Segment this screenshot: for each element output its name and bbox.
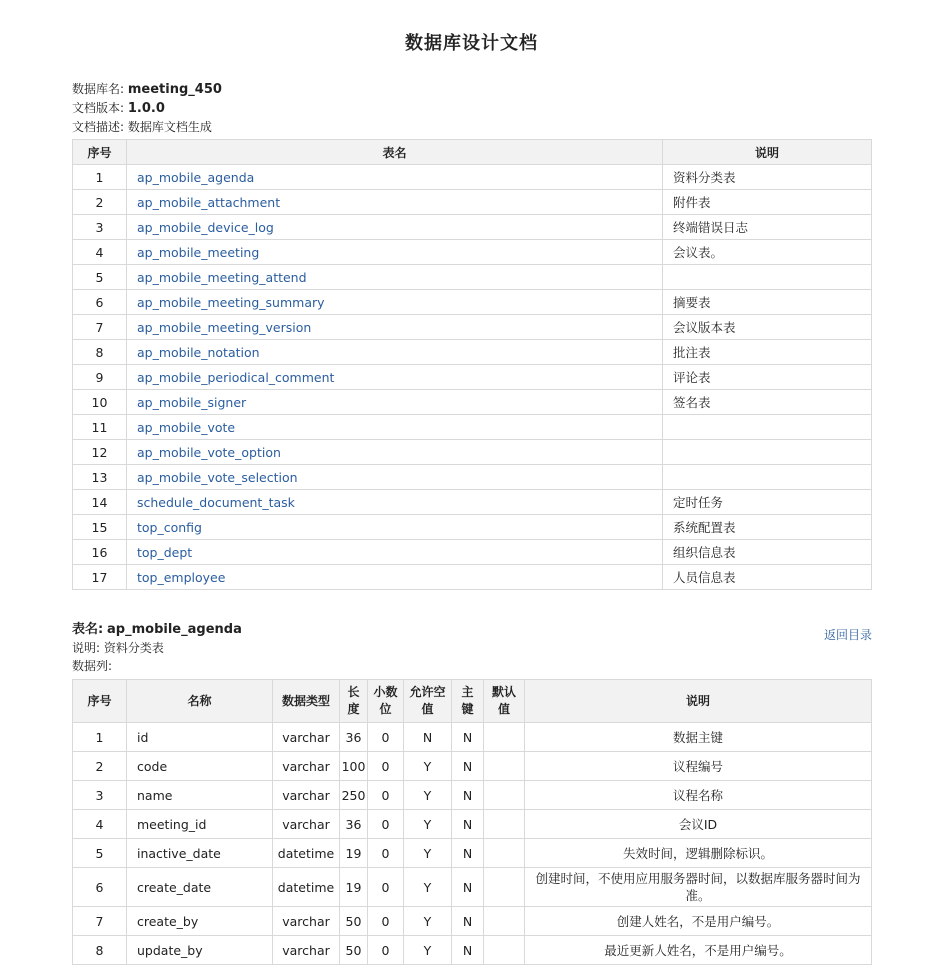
col-decimal: 0 <box>368 723 404 752</box>
col-primary-key: N <box>452 810 484 839</box>
toc-table-link[interactable]: ap_mobile_meeting_summary <box>137 294 325 310</box>
col-header-name: 名称 <box>127 680 273 723</box>
back-to-toc-link[interactable]: 返回目录 <box>823 628 872 642</box>
col-name: update_by <box>127 936 273 965</box>
meta-desc-line <box>72 118 222 136</box>
toc-row-desc: 定时任务 <box>663 490 872 515</box>
toc-row <box>73 515 872 540</box>
toc-row-name-cell <box>127 190 663 215</box>
col-desc: 数据主键 <box>525 723 872 752</box>
toc-row-no: 1 <box>73 165 127 190</box>
toc-row-desc <box>663 440 872 465</box>
col-no: 6 <box>73 868 127 907</box>
toc-row-no: 8 <box>73 340 127 365</box>
toc-row-desc: 评论表 <box>663 365 872 390</box>
toc-row-no: 2 <box>73 190 127 215</box>
toc-row <box>73 440 872 465</box>
col-decimal: 0 <box>368 936 404 965</box>
col-nullable: Y <box>404 936 452 965</box>
col-header-default-2: 值 <box>497 702 510 716</box>
col-header-decimal-1: 小数 <box>373 685 398 699</box>
toc-row-no: 11 <box>73 415 127 440</box>
toc-row <box>73 290 872 315</box>
toc-row <box>73 190 872 215</box>
col-type: varchar <box>273 810 340 839</box>
col-length: 36 <box>340 723 368 752</box>
table-section-header <box>72 620 242 675</box>
col-header-no: 序号 <box>73 680 127 723</box>
toc-row-desc: 终端错误日志 <box>663 215 872 240</box>
col-no: 3 <box>73 781 127 810</box>
toc-row <box>73 265 872 290</box>
section-table-name-line <box>72 620 242 639</box>
col-type: varchar <box>273 907 340 936</box>
col-type: datetime <box>273 868 340 907</box>
toc-row-desc: 会议版本表 <box>663 315 872 340</box>
toc-row-name-cell <box>127 340 663 365</box>
col-name: create_date <box>127 868 273 907</box>
toc-row-name-cell <box>127 440 663 465</box>
toc-row-desc: 签名表 <box>663 390 872 415</box>
col-header-length-2: 度 <box>347 702 360 716</box>
col-default <box>484 839 525 868</box>
col-type: varchar <box>273 781 340 810</box>
toc-row-no: 10 <box>73 390 127 415</box>
toc-row-name-cell <box>127 265 663 290</box>
col-nullable: Y <box>404 907 452 936</box>
col-name: name <box>127 781 273 810</box>
col-default <box>484 907 525 936</box>
col-nullable: Y <box>404 781 452 810</box>
col-header-decimal-2: 位 <box>379 702 392 716</box>
columns-body <box>73 723 872 965</box>
col-primary-key: N <box>452 868 484 907</box>
toc-row-desc: 附件表 <box>663 190 872 215</box>
col-header-default <box>484 680 525 723</box>
col-default <box>484 723 525 752</box>
toc-table-link[interactable]: ap_mobile_device_log <box>137 219 274 235</box>
col-desc: 最近更新人姓名，不是用户编号。 <box>525 936 872 965</box>
toc-row-desc: 摘要表 <box>663 290 872 315</box>
col-decimal: 0 <box>368 868 404 907</box>
toc-row-name-cell <box>127 240 663 265</box>
col-name: code <box>127 752 273 781</box>
toc-row <box>73 565 872 590</box>
col-primary-key: N <box>452 936 484 965</box>
version-value: 1.0.0 <box>127 101 165 116</box>
col-header-default-1: 默认 <box>491 685 516 699</box>
toc-row-desc: 人员信息表 <box>663 565 872 590</box>
toc-row-no: 7 <box>73 315 127 340</box>
column-row <box>73 723 872 752</box>
col-desc: 议程编号 <box>525 752 872 781</box>
column-row <box>73 868 872 907</box>
toc-header-desc: 说明 <box>663 140 872 165</box>
toc-row-name-cell <box>127 465 663 490</box>
toc-body <box>73 165 872 590</box>
toc-row-name-cell <box>127 490 663 515</box>
col-header-nullable-1: 允许空 <box>409 685 446 699</box>
col-decimal: 0 <box>368 781 404 810</box>
toc-row-desc: 系统配置表 <box>663 515 872 540</box>
col-header-pk-2: 键 <box>461 702 474 716</box>
toc-row <box>73 340 872 365</box>
section-table-label: 表名: <box>72 622 104 637</box>
toc-row-name-cell <box>127 315 663 340</box>
toc-table-link[interactable]: ap_mobile_meeting_attend <box>137 269 307 285</box>
toc-row-desc <box>663 465 872 490</box>
col-length: 100 <box>340 752 368 781</box>
columns-table <box>72 679 872 965</box>
toc-table-link[interactable]: ap_mobile_vote_selection <box>137 469 298 485</box>
toc-row-name-cell <box>127 415 663 440</box>
table-of-contents <box>72 139 872 590</box>
toc-row-desc: 批注表 <box>663 340 872 365</box>
toc-row-name-cell <box>127 215 663 240</box>
columns-header-row <box>73 680 872 723</box>
column-row <box>73 907 872 936</box>
toc-row <box>73 215 872 240</box>
col-header-length <box>340 680 368 723</box>
col-type: datetime <box>273 839 340 868</box>
toc-table-link[interactable]: ap_mobile_meeting <box>137 244 260 260</box>
toc-row <box>73 415 872 440</box>
document-title: 数据库设计文档 <box>405 33 538 54</box>
col-primary-key: N <box>452 752 484 781</box>
toc-row-desc: 会议表。 <box>663 240 872 265</box>
db-name-value: meeting_450 <box>127 82 222 97</box>
col-type: varchar <box>273 752 340 781</box>
toc-row-no: 12 <box>73 440 127 465</box>
col-default <box>484 868 525 907</box>
column-row <box>73 810 872 839</box>
col-decimal: 0 <box>368 839 404 868</box>
toc-row-no: 5 <box>73 265 127 290</box>
col-name: create_by <box>127 907 273 936</box>
col-default <box>484 781 525 810</box>
col-header-type: 数据类型 <box>273 680 340 723</box>
col-no: 1 <box>73 723 127 752</box>
toc-row-no: 4 <box>73 240 127 265</box>
col-header-decimal <box>368 680 404 723</box>
toc-table-link[interactable]: top_employee <box>137 569 226 585</box>
toc-row-name-cell <box>127 390 663 415</box>
toc-row-name-cell <box>127 515 663 540</box>
toc-row <box>73 540 872 565</box>
toc-row <box>73 165 872 190</box>
col-header-nullable <box>404 680 452 723</box>
toc-table-link[interactable]: ap_mobile_vote <box>137 419 236 435</box>
toc-row-name-cell <box>127 165 663 190</box>
toc-table-link[interactable]: ap_mobile_vote_option <box>137 444 281 460</box>
col-name: meeting_id <box>127 810 273 839</box>
database-meta <box>72 80 222 136</box>
col-header-nullable-2: 值 <box>421 702 434 716</box>
toc-row <box>73 390 872 415</box>
toc-table-link[interactable]: ap_mobile_meeting_version <box>137 319 312 335</box>
section-desc-line <box>72 639 242 657</box>
toc-row-desc <box>663 415 872 440</box>
toc-row-no: 13 <box>73 465 127 490</box>
toc-row-no: 9 <box>73 365 127 390</box>
col-nullable: Y <box>404 752 452 781</box>
col-nullable: Y <box>404 810 452 839</box>
toc-header-row <box>73 140 872 165</box>
db-name-label: 数据库名: <box>72 82 125 96</box>
col-desc: 失效时间，逻辑删除标识。 <box>525 839 872 868</box>
toc-header-no: 序号 <box>73 140 127 165</box>
toc-row-no: 3 <box>73 215 127 240</box>
col-desc: 议程名称 <box>525 781 872 810</box>
version-label: 文档版本: <box>72 101 125 115</box>
col-no: 5 <box>73 839 127 868</box>
toc-table-link[interactable]: ap_mobile_agenda <box>137 169 255 185</box>
section-table-name: ap_mobile_agenda <box>107 622 242 637</box>
section-columns-label: 数据列: <box>72 659 113 673</box>
col-desc: 创建人姓名，不是用户编号。 <box>525 907 872 936</box>
toc-table-link[interactable]: top_config <box>137 519 202 535</box>
toc-row-no: 6 <box>73 290 127 315</box>
toc-row-desc <box>663 265 872 290</box>
col-no: 7 <box>73 907 127 936</box>
toc-header-name: 表名 <box>127 140 663 165</box>
col-desc: 会议ID <box>525 810 872 839</box>
toc-row <box>73 240 872 265</box>
section-desc-label: 说明: <box>72 641 101 655</box>
col-default <box>484 810 525 839</box>
toc-row <box>73 315 872 340</box>
toc-row <box>73 465 872 490</box>
toc-table-link[interactable]: ap_mobile_signer <box>137 394 247 410</box>
col-no: 2 <box>73 752 127 781</box>
col-length: 250 <box>340 781 368 810</box>
col-nullable: Y <box>404 868 452 907</box>
toc-row-no: 17 <box>73 565 127 590</box>
toc-table-link[interactable]: ap_mobile_periodical_comment <box>137 369 335 385</box>
col-header-pk-1: 主 <box>461 685 474 699</box>
col-length: 36 <box>340 810 368 839</box>
toc-table-link[interactable]: schedule_document_task <box>137 494 295 510</box>
toc-table-link[interactable]: ap_mobile_attachment <box>137 194 281 210</box>
toc-table-link[interactable]: ap_mobile_notation <box>137 344 260 360</box>
col-decimal: 0 <box>368 752 404 781</box>
toc-row-desc: 资料分类表 <box>663 165 872 190</box>
meta-db-line <box>72 80 222 99</box>
col-primary-key: N <box>452 723 484 752</box>
col-no: 8 <box>73 936 127 965</box>
col-default <box>484 752 525 781</box>
col-desc: 创建时间，不使用应用服务器时间，以数据库服务器时间为准。 <box>525 868 872 907</box>
column-row <box>73 781 872 810</box>
col-type: varchar <box>273 936 340 965</box>
toc-table-link[interactable]: top_dept <box>137 544 193 560</box>
column-row <box>73 839 872 868</box>
col-type: varchar <box>273 723 340 752</box>
col-no: 4 <box>73 810 127 839</box>
toc-row-name-cell <box>127 540 663 565</box>
col-header-primary-key <box>452 680 484 723</box>
col-length: 50 <box>340 936 368 965</box>
col-length: 19 <box>340 839 368 868</box>
toc-row-no: 16 <box>73 540 127 565</box>
col-header-length-1: 长 <box>347 685 360 699</box>
col-decimal: 0 <box>368 810 404 839</box>
section-desc-value: 资料分类表 <box>103 641 164 655</box>
toc-row <box>73 490 872 515</box>
doc-desc-label: 文档描述: <box>72 120 125 134</box>
col-header-desc: 说明 <box>525 680 872 723</box>
toc-row-name-cell <box>127 565 663 590</box>
col-default <box>484 936 525 965</box>
col-primary-key: N <box>452 907 484 936</box>
col-name: id <box>127 723 273 752</box>
toc-row-desc: 组织信息表 <box>663 540 872 565</box>
meta-version-line <box>72 99 222 118</box>
col-name: inactive_date <box>127 839 273 868</box>
doc-desc-value: 数据库文档生成 <box>127 120 212 134</box>
col-nullable: Y <box>404 839 452 868</box>
toc-row-no: 15 <box>73 515 127 540</box>
toc-row-name-cell <box>127 290 663 315</box>
col-primary-key: N <box>452 839 484 868</box>
toc-row <box>73 365 872 390</box>
column-row <box>73 752 872 781</box>
col-length: 50 <box>340 907 368 936</box>
col-length: 19 <box>340 868 368 907</box>
col-nullable: N <box>404 723 452 752</box>
toc-row-name-cell <box>127 365 663 390</box>
col-primary-key: N <box>452 781 484 810</box>
toc-row-no: 14 <box>73 490 127 515</box>
col-decimal: 0 <box>368 907 404 936</box>
column-row <box>73 936 872 965</box>
